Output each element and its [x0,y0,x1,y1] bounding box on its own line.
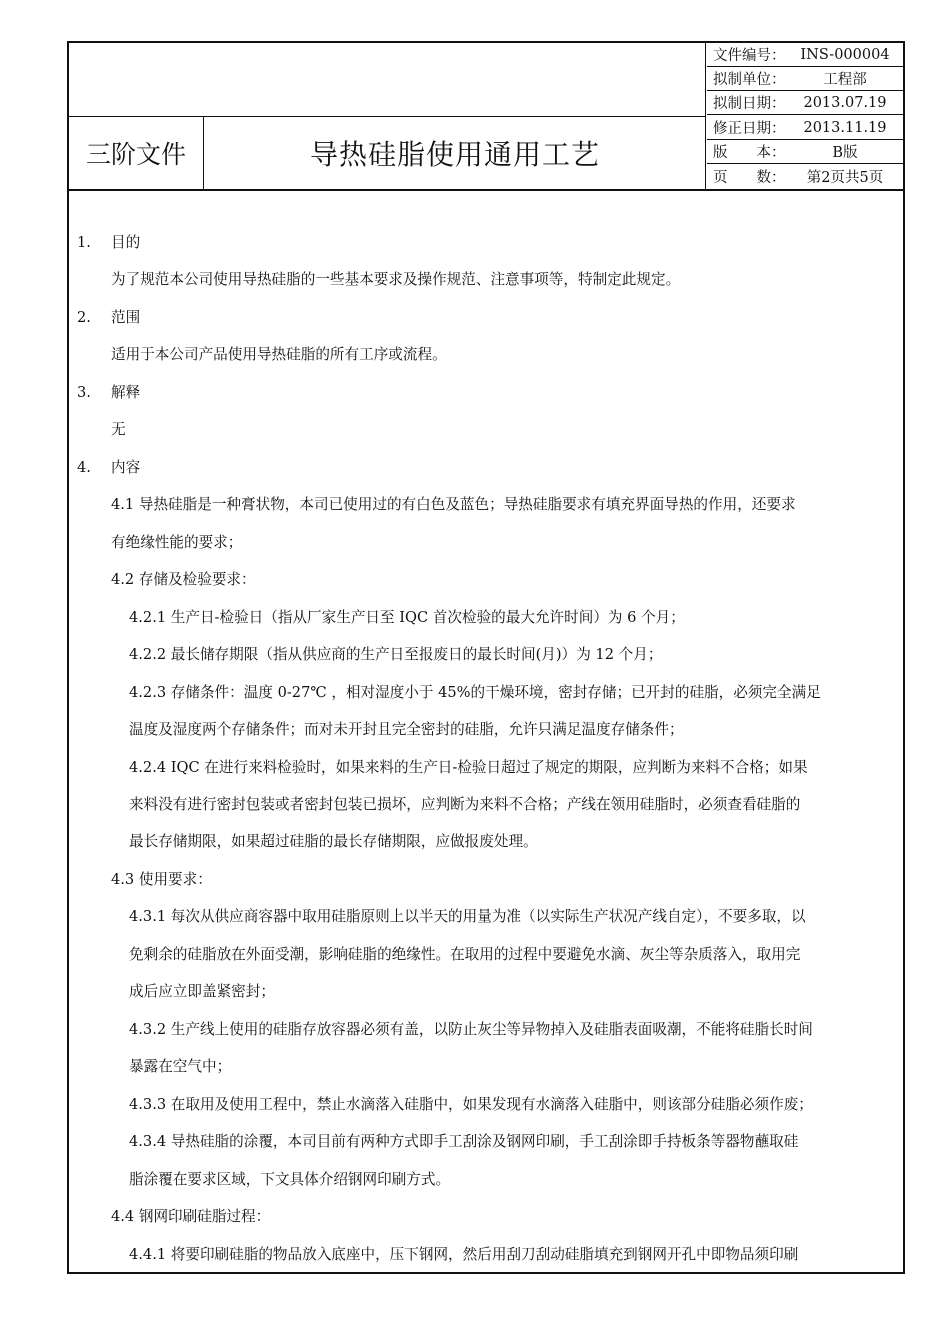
meta-value: 工程部 [823,72,867,88]
meta-value: 2013.11.19 [803,119,887,136]
section-number: 3. [77,384,91,401]
subsection-heading: 4.2 存储及检验要求： [111,571,256,588]
paragraph-line: 免剩余的硅脂放在外面受潮，影响硅脂的绝缘性。在取用的过程中要避免水滴、灰尘等杂质落入，取用完 [129,946,801,963]
paragraph-line: 最长存储期限，如果超过硅脂的最长存储期限，应做报废处理。 [129,833,538,850]
subsection-heading: 4.3 使用要求： [111,871,212,888]
section-heading [77,306,140,327]
section-heading [77,381,140,402]
document-header [69,43,903,191]
section-title: 范围 [111,309,141,326]
paragraph-line: 4.3.2 生产线上使用的硅脂存放容器必须有盖，以防止灰尘等异物掉入及硅脂表面吸潮，不能将硅脂长时间 [129,1021,813,1038]
document-page [67,41,905,1274]
section-heading [77,456,140,477]
meta-value: 第2页共5页 [806,169,884,186]
paragraph-line: 4.4.1 将要印刷硅脂的物品放入底座中，压下钢网，然后用刮刀刮动硅脂填充到钢网开孔中即物品须印刷 [129,1246,799,1263]
meta-key: 拟制单位： [713,72,786,88]
paragraph-line: 来料没有进行密封包装或者密封包装已损坏，应判断为来料不合格；产线在领用硅脂时，必须查看硅脂的 [129,796,801,813]
section-heading [77,231,140,252]
meta-row-version [707,140,903,164]
section-title: 内容 [111,459,141,476]
meta-row-page-count [707,164,903,188]
paragraph-line: 4.2.3 存储条件：温度 0-27℃ ，相对湿度小于 45%的干燥环境，密封存储；已开封的硅脂，必须完全满足 [129,684,821,701]
paragraph-line: 4.3.1 每次从供应商容器中取用硅脂原则上以半天的用量为准（以实际生产状况产线自定），不要多取，以 [129,908,806,925]
section-number: 4. [77,459,91,476]
paragraph: 适用于本公司产品使用导热硅脂的所有工序或流程。 [111,346,447,363]
meta-key: 修正日期： [713,121,786,137]
meta-row-draft-date [707,91,903,115]
meta-value: 2013.07.19 [803,94,887,111]
section-number: 1. [77,234,91,251]
paragraph: 为了规范本公司使用导热硅脂的一些基本要求及操作规范、注意事项等，特制定此规定。 [111,271,681,288]
subsection-heading: 4.4 钢网印刷硅脂过程： [111,1208,271,1225]
paragraph-line: 4.3.3 在取用及使用工程中，禁止水滴落入硅脂中，如果发现有水滴落入硅脂中，则该部分硅脂必须作废； [129,1096,813,1113]
paragraph-line: 4.2.4 IQC 在进行来料检验时，如果来料的生产日-检验日超过了规定的期限，应判断为来料不合格；如果 [129,759,808,776]
section-title: 目的 [111,234,141,251]
meta-key: 版 本： [713,145,786,161]
header-divider [705,43,706,189]
section-number: 2. [77,309,91,326]
meta-row-department [707,67,903,91]
paragraph-line: 4.2.2 最长储存期限（指从供应商的生产日至报废日的最长时间(月)）为 12 个月； [129,646,663,663]
section-title: 解释 [111,384,141,401]
meta-value: B版 [832,145,858,161]
paragraph-line: 4.1 导热硅脂是一种膏状物，本司已使用过的有白色及蓝色；导热硅脂要求有填充界面导热的作用，还要求 [111,496,796,513]
meta-key: 文件编号： [713,48,786,64]
header-divider [203,117,204,189]
meta-row-revision-date [707,116,903,140]
paragraph-line: 4.3.4 导热硅脂的涂覆，本司目前有两种方式即手工刮涂及钢网印刷，手工刮涂即手持板条等器物蘸取硅 [129,1133,799,1150]
paragraph-line: 4.2.1 生产日-检验日（指从厂家生产日至 IQC 首次检验的最大允许时间）为 6 个月； [129,609,685,626]
meta-key: 页 数： [713,169,786,186]
paragraph-line: 脂涂覆在要求区域，下文具体介绍钢网印刷方式。 [129,1171,451,1188]
meta-row-file-number [707,43,903,67]
meta-value: INS-000004 [800,46,890,63]
paragraph: 无 [111,421,126,438]
paragraph-line: 成后应立即盖紧密封； [129,983,275,1000]
paragraph-line: 有绝缘性能的要求； [111,534,243,551]
paragraph-line: 暴露在空气中； [129,1058,232,1075]
document-level: 三阶文件 [85,140,186,169]
paragraph-line: 温度及湿度两个存储条件；而对未开封且完全密封的硅脂，允许只满足温度存储条件； [129,721,684,738]
meta-key: 拟制日期： [713,96,786,112]
document-meta-table [707,43,903,189]
document-title: 导热硅脂使用通用工艺 [309,138,600,171]
